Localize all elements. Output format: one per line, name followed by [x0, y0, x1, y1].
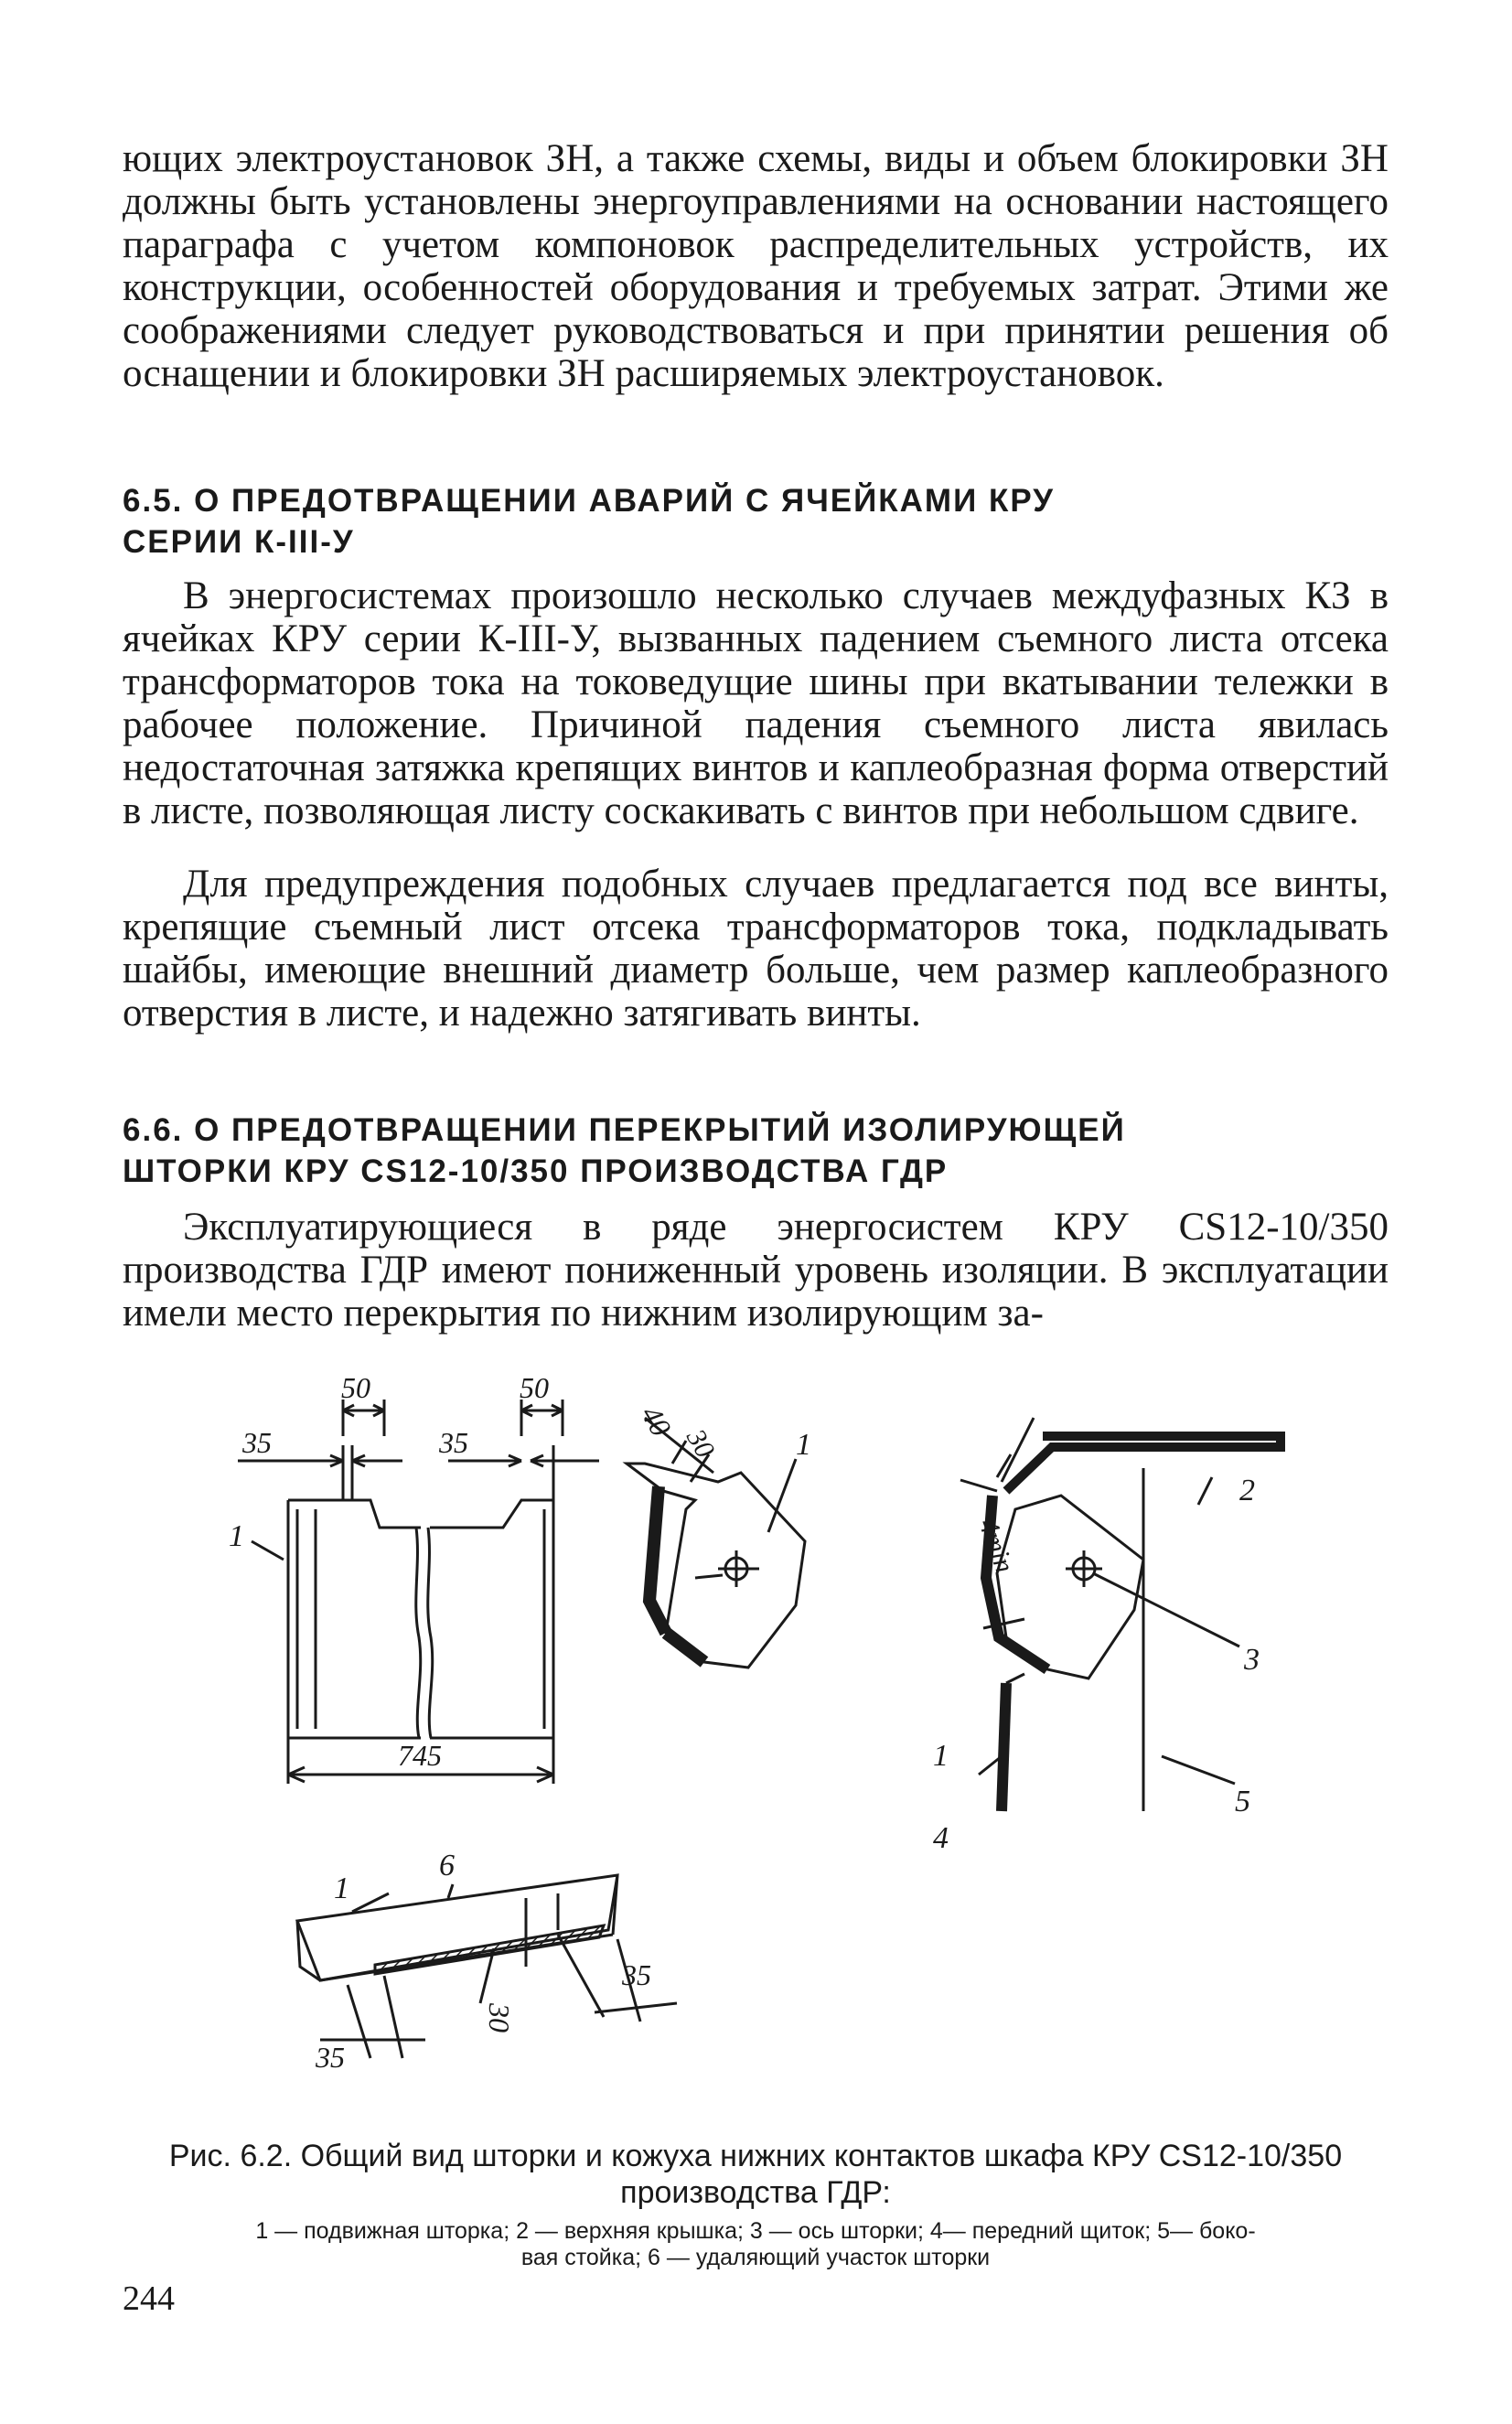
figure-caption-line2: производства ГДР: [620, 2175, 891, 2210]
paragraph-6-6-1: Эксплуатирующиеся в ряде энергосистем КРУ CS12-10/350 производства ГДР имеют пониженный уровень изоляции. В эксплуатации имели место перекрытия по нижним изолирующим за- [123, 1206, 1389, 1335]
figure-caption-title [123, 2138, 1389, 2211]
dim-35-isometric-left: 35 [316, 2041, 345, 2074]
figure-caption-line1: Рис. 6.2. Общий вид шторки и кожуха нижних контактов шкафа КРУ CS12-10/350 [168, 2139, 1343, 2173]
label-1-front: 1 [229, 1519, 244, 1553]
dim-35-isometric-right: 35 [622, 1958, 651, 1991]
paragraph-6-5-2: Для предупреждения подобных случаев предлагается под все винты, крепящие съемный лист отсека трансформаторов тока, подкладывать шайбы, имеющие внешний диаметр больше, чем размер каплеобразного отверстия в листе, и надежно затягивать винты. [123, 863, 1389, 1035]
label-6: 6 [439, 1849, 455, 1882]
dim-4min: 4min [972, 1515, 1020, 1577]
section-6-5-heading-line1: 6.5. О ПРЕДОТВРАЩЕНИИ АВАРИЙ С ЯЧЕЙКАМИ КРУ [123, 483, 1055, 519]
label-1-isometric: 1 [334, 1872, 349, 1905]
label-4: 4 [933, 1821, 949, 1855]
section-6-5-heading-line2: СЕРИИ К-III-У [123, 524, 355, 560]
dim-745: 745 [398, 1739, 442, 1772]
dim-50-left: 50 [341, 1371, 370, 1404]
figure-legend [123, 2218, 1389, 2271]
shutter-front-view [238, 1400, 599, 1784]
figure-legend-line2: вая стойка; 6 — удаляющий участок шторки [520, 2245, 991, 2270]
section-6-5-heading [123, 480, 1389, 563]
label-5: 5 [1235, 1785, 1250, 1818]
dim-40: 40 [634, 1400, 679, 1443]
label-1-profile: 1 [796, 1428, 811, 1462]
shutter-side-profile [627, 1418, 805, 1668]
paragraph-6-5-1: В энергосистемах произошло несколько случаев междуфазных КЗ в ячейках КРУ серии К-III-У, вызванных падением съемного листа отсека трансформаторов тока на токоведущие шины при вкатывании тележки в рабочее положение. Причиной падения съемного листа явилась недостаточная затяжка крепящих винтов и каплеобразная форма отверстий в листе, позволяющая листу соскакивать с винтов при небольшом сдвиге. [123, 574, 1389, 832]
dim-30-isometric: 30 [483, 2003, 516, 2033]
dim-50-right: 50 [520, 1371, 549, 1404]
section-6-6-heading-line1: 6.6. О ПРЕДОТВРАЩЕНИИ ПЕРЕКРЫТИЙ ИЗОЛИРУЮЩЕЙ [123, 1112, 1126, 1148]
shutter-assembly-view [960, 1418, 1281, 1811]
dim-30-profile: 30 [680, 1424, 721, 1464]
label-1-assembly: 1 [933, 1739, 949, 1773]
paragraph-intro: ющих электроустановок ЗН, а также схемы, виды и объем блокировки ЗН должны быть установлены энергоуправлениями на основании настоящего параграфа с учетом компоновок распределительных устройств, их конструкции, особенностей оборудования и требуемых затрат. Этими же соображениями следует руководствоваться и при принятии решения об оснащении и блокировки ЗН расширяемых электроустановок. [123, 137, 1389, 395]
label-3: 3 [1244, 1643, 1260, 1677]
dim-35-left: 35 [242, 1426, 272, 1459]
dim-35-right: 35 [439, 1426, 468, 1459]
figure-legend-line1: 1 — подвижная шторка; 2 — верхняя крышка; 3 — ось шторки; 4— передний щиток; 5— боко- [255, 2218, 1256, 2244]
section-6-6-heading [123, 1110, 1389, 1192]
page-number: 244 [123, 2279, 175, 2318]
label-2: 2 [1239, 1474, 1255, 1507]
section-6-6-heading-line2: ШТОРКИ КРУ CS12-10/350 ПРОИЗВОДСТВА ГДР [123, 1153, 949, 1189]
